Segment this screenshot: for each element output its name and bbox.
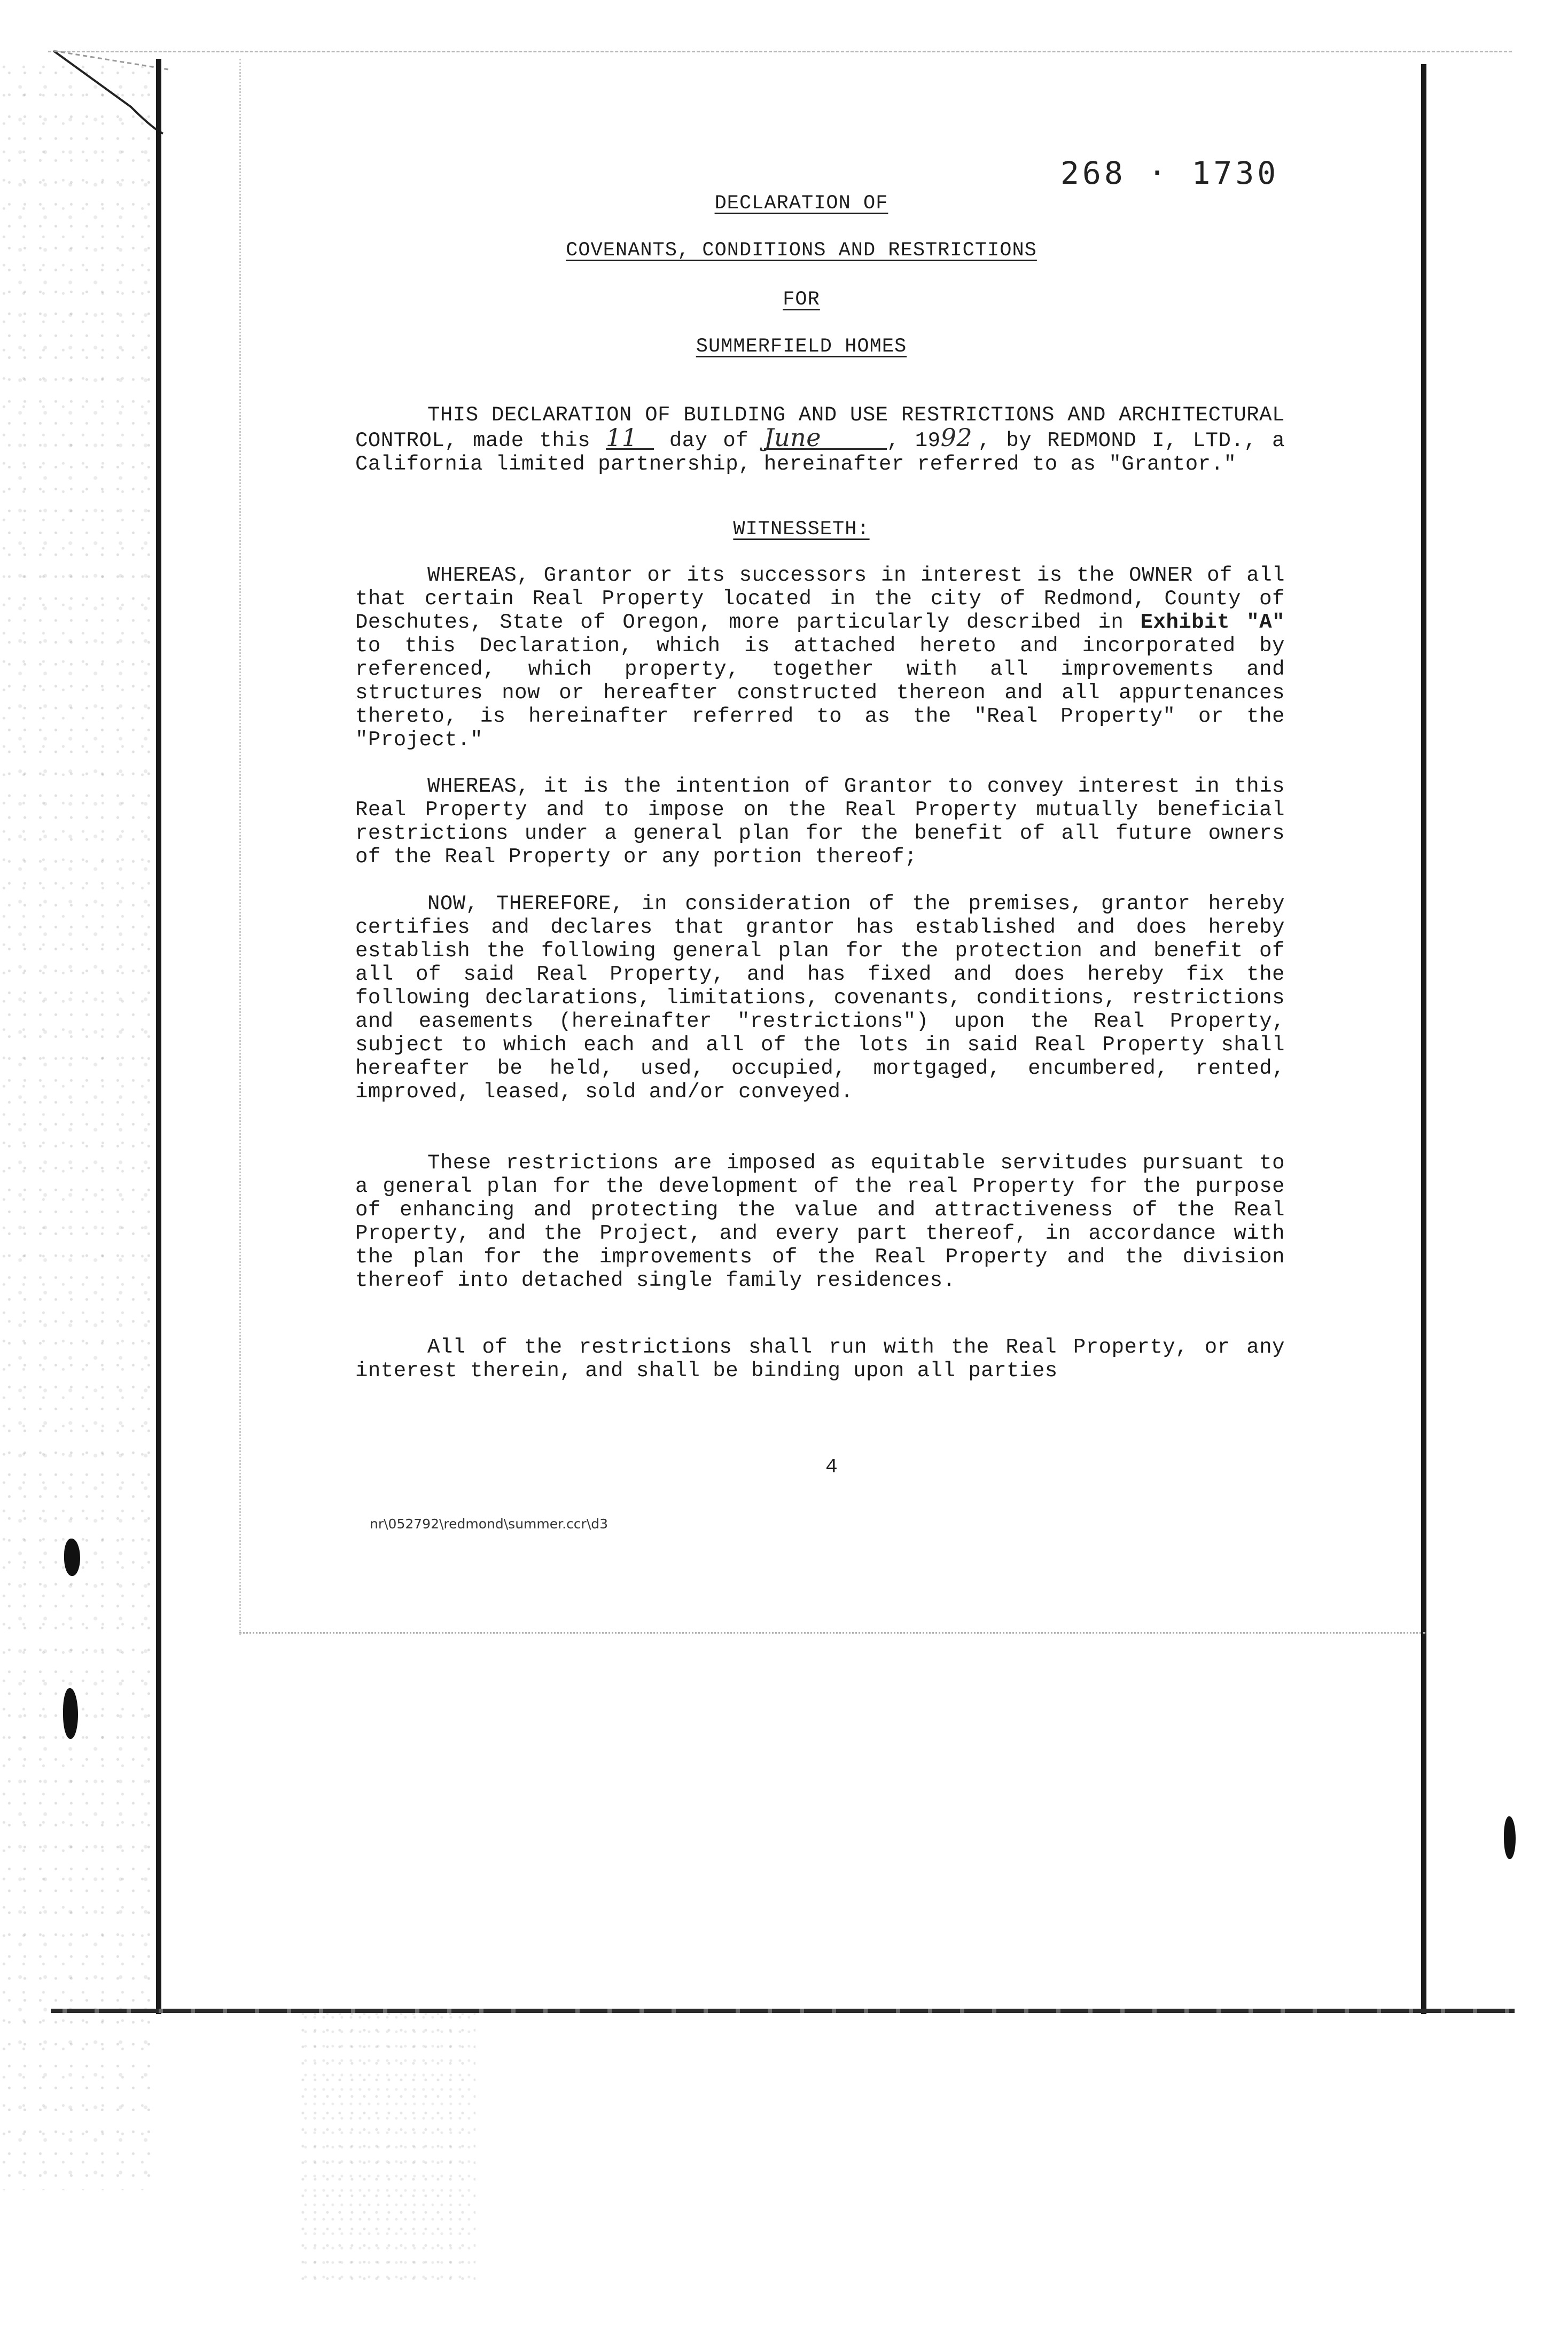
exhibit-a-reference: Exhibit "A" (1140, 611, 1285, 634)
scan-blot (63, 1688, 78, 1739)
heading-covenants: COVENANTS, CONDITIONS AND RESTRICTIONS (566, 239, 1037, 262)
scan-blot (64, 1539, 80, 1576)
run-with-paragraph: All of the restrictions shall run with the Real Property, or any interest therein, and shall be binding upon all parties (355, 1336, 1285, 1383)
scan-frame-left (156, 59, 161, 2014)
file-path-footer: nr\052792\redmond\summer.ccr\d3 (370, 1516, 609, 1532)
heading-declaration-of: DECLARATION OF (714, 192, 888, 215)
servitudes-paragraph: These restrictions are imposed as equitable servitudes pursuant to a general plan for the development of the real Property for the purpose of enhancing and protecting the value and attractiveness of the Real Property, and the Project, and every part thereof, in accordance with the plan for the improvements of the Real Property and the division thereof into detached single family residences. (355, 1151, 1285, 1292)
inner-page-bottom-edge (239, 1632, 1425, 1636)
now-therefore-paragraph: NOW, THEREFORE, in consideration of the premises, grantor hereby certifies and declares that grantor has established and does hereby establish the following general plan for the protection and benefit of all of said Real Property, and has fixed and does hereby fix the following declarations, limitations, covenants, conditions, restrictions and easements (hereinafter "restrictions") upon the Real Property, subject to which each and all of the lots in said Real Property shall hereafter be held, used, occupied, mortgaged, encumbered, rented, improved, leased, sold and/or conveyed. (355, 892, 1285, 1104)
scan-noise-left (0, 64, 160, 2190)
handwritten-day: 11 (606, 427, 654, 450)
scan-noise-bottom (299, 2009, 475, 2286)
inner-page-left-edge (239, 59, 243, 1635)
intro-paragraph: THIS DECLARATION OF BUILDING AND USE RESTRICTIONS AND ARCHITECTURAL CONTROL, made this 11 day of June , 1992 , by REDMOND I, LTD., a California limited partnership, hereinafter referred to as "Grantor." (355, 403, 1285, 476)
heading-for: FOR (783, 288, 820, 311)
handwritten-month: June (764, 427, 887, 450)
whereas-paragraph-2: WHEREAS, it is the intention of Grantor to convey interest in this Real Property and to impose on the Real Property mutually beneficial restrictions under a general plan for the benefit of all future owners of the Real Property or any portion thereof; (355, 775, 1285, 869)
scan-blot (1504, 1816, 1516, 1859)
handwritten-year: 92 (940, 423, 973, 452)
whereas-paragraph-1: WHEREAS, Grantor or its successors in interest is the OWNER of all that certain Real Property located in the city of Redmond, County of Deschutes, State of Oregon, more particularly described in Exhibit "A" to this Declaration, which is attached hereto and incorporated by referenced, which property, together with all improvements and structures now or hereafter constructed thereon and all appurtenances thereto, is hereinafter referred to as the "Real Property" or the "Project." (355, 564, 1285, 752)
witnesseth-heading: WITNESSETH: (733, 518, 870, 541)
heading-summerfield-homes: SUMMERFIELD HOMES (696, 335, 907, 358)
scan-top-edge (48, 51, 1512, 60)
scan-frame-bottom (51, 2009, 1515, 2013)
book-page-number: 268 · 1730 (1060, 155, 1280, 191)
page-number: 4 (825, 1456, 838, 1479)
corner-fold-mark (51, 48, 174, 139)
scan-frame-right (1421, 64, 1426, 2014)
